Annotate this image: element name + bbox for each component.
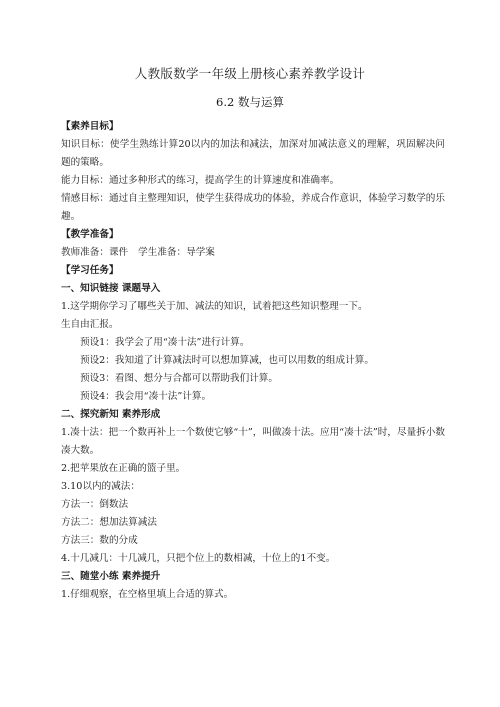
tasks-heading: 【学习任务】: [61, 265, 119, 276]
section-heading-3: 三、随堂小练 素养提升: [61, 571, 161, 582]
document-body: [61, 118, 445, 604]
method-3: 方法三：数的分成: [61, 535, 138, 546]
section-heading-1: 一、知识链接 课题导入: [61, 283, 161, 294]
document-subtitle: 6.2 数与运算: [216, 95, 284, 109]
method-2: 方法二：想加法算减法: [61, 517, 157, 528]
preset-4: 预设4：我会用“凑十法”计算。: [80, 391, 212, 402]
prep-line: [61, 244, 445, 262]
student-prep: 学生准备：导学案: [138, 247, 215, 258]
method-1: 方法一：倒数法: [61, 499, 129, 510]
preset-1: 预设1：我学会了用“凑十法”进行计算。: [80, 337, 250, 348]
item-3-1: 1.仔细观察，在空格里填上合适的算式。: [61, 589, 234, 600]
item-2-1: 1.凑十法：把一个数再补上一个数使它够“十”，叫做凑十法。应用“凑十法”时，尽量拆小数凑大数。: [61, 427, 445, 456]
section-heading-2: 二、探究新知 素养形成: [61, 409, 161, 420]
preset-2: 预设2：我知道了计算减法时可以想加算减，也可以用数的组成计算。: [80, 355, 374, 366]
teacher-prep: 教师准备：课件: [61, 247, 129, 258]
emotion-goal: 情感目标：通过自主整理知识，使学生获得成功的体验，养成合作意识，体验学习数学的乐趣。: [61, 193, 445, 222]
item-2-3: 3.10以内的减法：: [61, 481, 140, 492]
item-1-1: 1.这学期你学习了哪些关于加、减法的知识，试着把这些知识整理一下。: [61, 301, 368, 312]
item-2-4: 4.十几减几：十几减几，只把个位上的数相减，十位上的1不变。: [61, 553, 336, 564]
prep-heading: 【教学准备】: [61, 229, 119, 240]
goals-heading: 【素养目标】: [61, 121, 119, 132]
knowledge-goal: 知识目标：使学生熟练计算20以内的加法和减法，加深对加减法意义的理解，巩固解决问题的策略。: [61, 139, 445, 168]
item-2-2: 2.把苹果放在正确的篮子里。: [61, 463, 186, 474]
preset-3: 预设3：看图、想分与合都可以帮助我们计算。: [80, 373, 278, 384]
item-1-report: 生自由汇报。: [61, 319, 119, 330]
document-title: 人教版数学一年级上册核心素养教学设计: [134, 66, 366, 81]
ability-goal: 能力目标：通过多种形式的练习，提高学生的计算速度和准确率。: [61, 175, 340, 186]
